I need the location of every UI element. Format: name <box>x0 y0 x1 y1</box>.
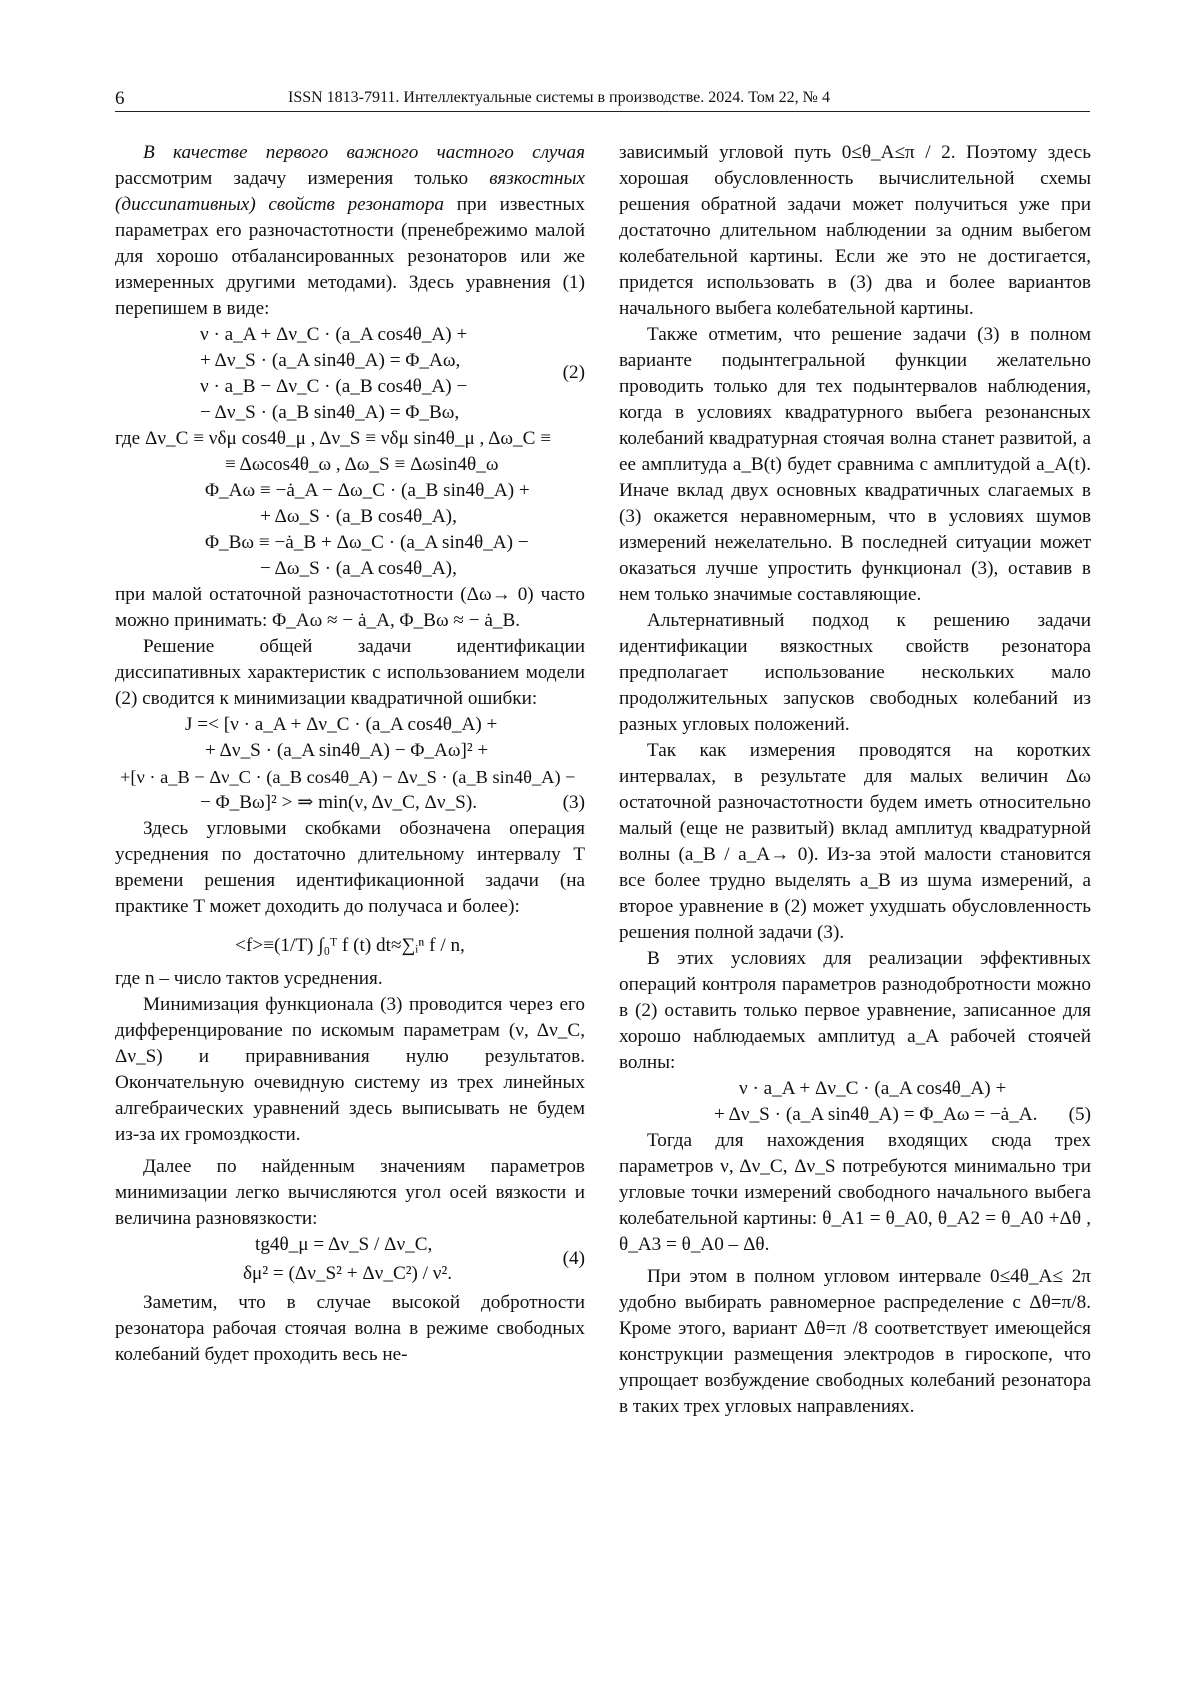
averaging-formula: <f>≡(1/T) ∫₀ᵀ f (t) dt≈∑ᵢⁿ f / n, <box>235 935 465 956</box>
equation-4 <box>115 1232 585 1290</box>
equation-line: J =< [ν · a_A + Δν_C · (a_A cos4θ_A) + <box>185 714 498 735</box>
equation-5 <box>619 1076 1091 1128</box>
paragraph: при малой остаточной разночастотности (Δω→ 0) часто можно принимать: Φ_Aω ≈ − ȧ_A, Φ_Bω ≈ − ȧ_B. <box>115 584 585 631</box>
paragraph: Так как измерения проводятся на коротких интервалах, в результате для малых величин Δω остаточной разночастотности будем иметь относительно малый (еще не развитый) вклад амплитуд квадратурной волны (a_B / a_A→ 0). Из-за этой малости становится все более трудно выделять a_B из шума измерений, а второе уравнение в (2) может ухудшать обусловленность решения полной задачи (3). <box>619 740 1091 943</box>
equation-number: (4) <box>562 1248 585 1269</box>
equation-line: δμ² = (Δν_S² + Δν_C²) / ν². <box>243 1263 453 1284</box>
page-number: 6 <box>115 88 125 109</box>
paragraph: где n – число тактов усреднения. <box>115 968 383 989</box>
equation-line: + Δω_S · (a_B cos4θ_A), <box>260 506 457 527</box>
equation-line: +[ν · a_B − Δν_C · (a_B cos4θ_A) − Δν_S · (a_B sin4θ_A) − <box>120 767 576 787</box>
paragraph: Альтернативный подход к решению задачи идентификации вязкостных свойств резонатора предполагает использование нескольких мало продолжительных запусков свободных колебаний из разных угловых положений. <box>619 610 1091 735</box>
paragraph <box>115 140 585 322</box>
paragraph: Заметим, что в случае высокой добротности резонатора рабочая стоячая волна в режиме свободных колебаний будет проходить весь не- <box>115 1292 585 1365</box>
equation-line: − Φ_Bω]² > ⇒ min(ν, Δν_C, Δν_S). <box>200 792 478 813</box>
equation-line: Φ_Aω ≡ −ȧ_A − Δω_C · (a_B sin4θ_A) + <box>205 480 530 501</box>
paragraph: зависимый угловой путь 0≤θ_A≤π / 2. Поэтому здесь хорошая обусловленность вычислительной схемы решения обратной задачи может получиться уже при достаточно длительном наблюдении за одним выбегом колебательной картины. Если же это не достигается, придется использовать в (3) два и более вариантов начального выбега колебательной картины. <box>619 142 1091 319</box>
header-rule <box>115 111 1090 112</box>
equation-line: + Δν_S · (a_A sin4θ_A) = Φ_Aω, <box>200 350 461 371</box>
italic-phrase: вязкостных (диссипативных) свойств резонатора <box>115 168 586 215</box>
equation-line: Φ_Bω ≡ −ȧ_B + Δω_C · (a_A sin4θ_A) − <box>205 532 529 553</box>
equation-number: (2) <box>562 362 585 383</box>
equation-3 <box>115 712 585 816</box>
equation-line: + Δν_S · (a_A sin4θ_A) − Φ_Aω]² + <box>205 740 489 761</box>
equation-2 <box>115 322 585 426</box>
left-column <box>115 140 585 1368</box>
equation-line: ν · a_A + Δν_C · (a_A cos4θ_A) + <box>739 1078 1007 1099</box>
paragraph: Тогда для нахождения входящих сюда трех параметров ν, Δν_C, Δν_S потребуются минимально три угловые точки измерений свободного начального выбега колебательной картины: θ_A1 = θ_A0, θ_A2 = θ_A0 +Δθ , θ_A3 = θ_A0 – Δθ. <box>619 1130 1091 1255</box>
paragraph: Минимизация функционала (3) проводится через его дифференцирование по искомым параметрам (ν, Δν_C, Δν_S) и приравнивания нулю результатов. Окончательную очевидную систему из трех линейных алгебраических уравнений здесь выписывать не будем из-за их громоздкости. <box>115 994 585 1145</box>
equation-line: tg4θ_μ = Δν_S / Δν_C, <box>255 1234 433 1255</box>
equation-line: + Δν_S · (a_A sin4θ_A) = Φ_Aω = −ȧ_A. <box>714 1104 1038 1125</box>
equation-line: где Δν_C ≡ νδμ cos4θ_μ , Δν_S ≡ νδμ sin4θ_μ , Δω_C ≡ <box>115 428 552 449</box>
paragraph: Далее по найденным значениям параметров минимизации легко вычисляются угол осей вязкости и величина разновязкости: <box>115 1156 585 1229</box>
paragraph: Решение общей задачи идентификации диссипативных характеристик с использованием модели (2) сводится к минимизации квадратичной ошибки: <box>115 636 585 709</box>
paragraph: Здесь угловыми скобками обозначена операция усреднения по достаточно длительному интервалу T времени решения идентификационной задачи (на практике T может доходить до получаса и более): <box>115 818 585 917</box>
equation-line: − Δν_S · (a_B sin4θ_A) = Φ_Bω, <box>200 402 460 423</box>
equation-line: ν · a_A + Δν_C · (a_A cos4θ_A) + <box>200 324 468 345</box>
text-run: при известных параметрах его разночастотности (пренебрежимо малой для хорошо отбалансированных резонаторов или же измеренных другими методами). Здесь уравнения (1) перепишем в виде: <box>115 194 586 319</box>
equation-number: (5) <box>1068 1104 1091 1125</box>
right-column <box>619 140 1091 1420</box>
equation-number: (3) <box>562 792 585 813</box>
paragraph: В этих условиях для реализации эффективных операций контроля параметров разнодобротности можно в (2) оставить только первое уравнение, записанное для хорошо наблюдаемых амплитуд a_A рабочей стоячей волны: <box>619 948 1091 1073</box>
equation-line: − Δω_S · (a_A cos4θ_A), <box>260 558 457 579</box>
page-header <box>115 86 1090 112</box>
equation-line: ν · a_B − Δν_C · (a_B cos4θ_A) − <box>200 376 468 397</box>
paragraph: При этом в полном угловом интервале 0≤4θ_A≤ 2π удобно выбирать равномерное распределение с Δθ=π/8. Кроме этого, вариант Δθ=π /8 соответствует имеющейся конструкции размещения электродов в гироскопе, что упрощает возбуждение свободных колебаний резонатора в таких трех угловых направлениях. <box>619 1266 1091 1417</box>
equation-line: ≡ Δωcos4θ_ω , Δω_S ≡ Δωsin4θ_ω <box>225 454 499 475</box>
text-run: рассмотрим задачу измерения только <box>115 168 469 189</box>
running-title: ISSN 1813-7911. Интеллектуальные системы в производстве. 2024. Том 22, № 4 <box>288 89 830 106</box>
italic-phrase: В качестве первого важного частного случая <box>143 142 585 163</box>
paragraph: Также отметим, что решение задачи (3) в полном варианте подынтегральной функции желательно проводить только для тех подынтервалов наблюдения, когда в условиях квадратурного выбега резонансных колебаний квадратурная стоячая волна станет развитой, а ее амплитуда a_B(t) будет сравнима с амплитудой a_A(t). Иначе вклад двух основных квадратичных слагаемых в (3) окажется неравномерным, что в условиях шумов измерений нежелательно. В последней ситуации может оказаться лучше упростить функционал (3), оставив в нем только значимые составляющие. <box>619 324 1091 605</box>
